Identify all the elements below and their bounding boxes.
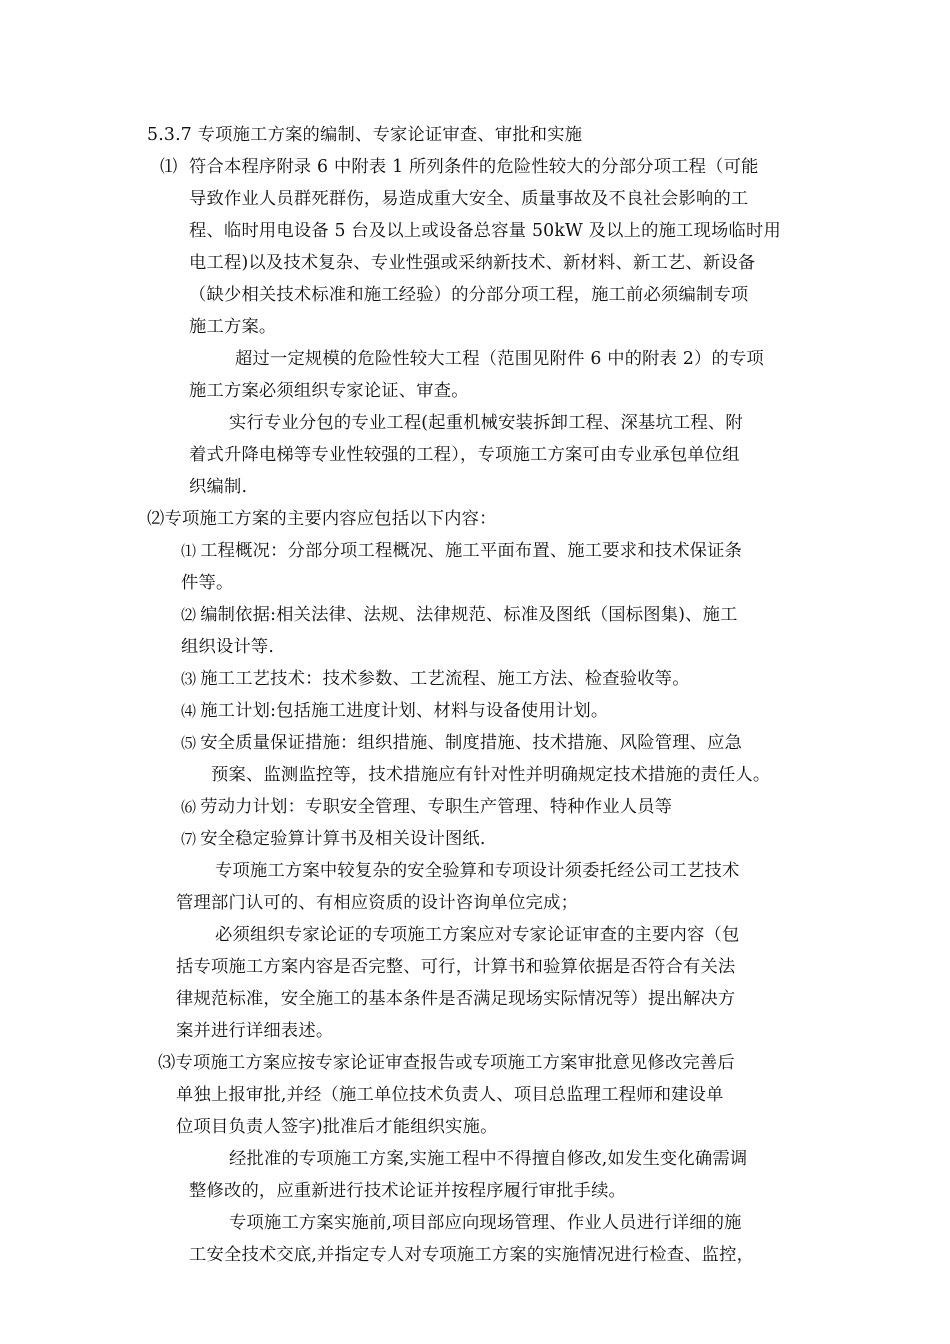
- sec2-paragraph2: 必须组织专家论证的专项施工方案应对专家论证审查的主要内容（包: [215, 925, 740, 945]
- item-number: ⑹: [181, 798, 197, 816]
- sec2-paragraph2: 律规范标准，安全施工的基本条件是否满足现场实际情况等）提出解决方: [176, 989, 736, 1009]
- item-text: 编制依据:相关法律、法规、法律规范、标准及图纸（国标图集)、施工: [200, 605, 738, 625]
- item-number: ⑴: [181, 542, 197, 560]
- sec2-item: [181, 604, 738, 626]
- sec1-paragraph2: 施工方案必须组织专家论证、审查。: [189, 381, 469, 401]
- sec1-paragraph2: 超过一定规模的危险性较大工程（范围见附件 6 中的附表 2）的专项: [235, 349, 764, 369]
- sec2-paragraph1: 管理部门认可的、有相应资质的设计咨询单位完成；: [176, 893, 579, 913]
- sec2-paragraph2: 案并进行详细表述。: [176, 1021, 334, 1041]
- sec1-line: 电工程)以及技术复杂、专业性强或采纳新技术、新材料、新工艺、新设备: [189, 253, 756, 273]
- sec1-paragraph3: 实行专业分包的专业工程(起重机械安装拆卸工程、深基坑工程、附: [229, 413, 743, 433]
- sec2-item-continuation: 预案、监测监控等，技术措施应有针对性并明确规定技术措施的责任人。: [211, 765, 771, 785]
- item-text: 施工计划:包括施工进度计划、材料与设备使用计划。: [200, 701, 609, 721]
- sec1-paragraph3: 着式升降电梯等专业性较强的工程），专项施工方案可由专业承包单位组: [189, 445, 740, 465]
- sec2-title: ⑵专项施工方案的主要内容应包括以下内容：: [147, 509, 497, 529]
- item-number: ⑵: [181, 606, 197, 624]
- sec1-line: 符合本程序附录 6 中附表 1 所列条件的危险性较大的分部分项工程（可能: [189, 157, 759, 177]
- sec2-item: [181, 700, 608, 722]
- section-heading: 5.3.7 专项施工方案的编制、专家论证审查、审批和实施: [147, 125, 583, 145]
- item-text: 安全质量保证措施：组织措施、制度措施、技术措施、风险管理、应急: [200, 733, 743, 753]
- item-text: 施工工艺技术：技术参数、工艺流程、施工方法、检查验收等。: [200, 669, 690, 689]
- item-number: ⑸: [181, 734, 197, 752]
- item-text: 工程概况：分部分项工程概况、施工平面布置、施工要求和技术保证条: [200, 541, 743, 561]
- item-number: ⑶: [181, 670, 197, 688]
- sec1-number: ⑴: [160, 157, 178, 177]
- item-number: ⑺: [181, 830, 197, 848]
- sec2-item: [181, 668, 690, 690]
- sec2-item: [181, 732, 742, 754]
- sec2-item-continuation: 件等。: [181, 573, 234, 593]
- sec1-line: 导致作业人员群死群伤，易造成重大安全、质量事故及不良社会影响的工: [189, 189, 749, 209]
- sec3-paragraph1: 整修改的，应重新进行技术论证并按程序履行审批手续。: [189, 1181, 627, 1201]
- sec3-paragraph1: 经批准的专项施工方案,实施工程中不得擅自修改,如发生变化确需调: [229, 1149, 748, 1169]
- sec3-line: 单独上报审批,并经（施工单位技术负责人、项目总监理工程师和建设单: [176, 1085, 724, 1105]
- item-text: 安全稳定验算计算书及相关设计图纸.: [200, 829, 486, 849]
- sec1-line: （缺少相关技术标准和施工经验）的分部分项工程，施工前必须编制专项: [189, 285, 749, 305]
- item-number: ⑷: [181, 702, 197, 720]
- sec1-paragraph3: 织编制.: [189, 477, 248, 497]
- sec2-item-continuation: 组织设计等.: [181, 637, 275, 657]
- sec3-line: 位项目负责人签字)批准后才能组织实施。: [176, 1117, 498, 1137]
- sec2-paragraph2: 括专项施工方案内容是否完整、可行，计算书和验算依据是否符合有关法: [176, 957, 736, 977]
- sec1-line: 施工方案。: [189, 317, 277, 337]
- item-text: 劳动力计划：专职安全管理、专职生产管理、特种作业人员等: [200, 797, 673, 817]
- sec1-line: 程、临时用电设备 5 台及以上或设备总容量 50kW 及以上的施工现场临时用: [189, 221, 781, 241]
- sec2-item: [181, 828, 486, 850]
- sec2-item: [181, 540, 742, 562]
- sec3-paragraph2: 工安全技术交底,并指定专人对专项施工方案的实施情况进行检查、监控，: [189, 1245, 755, 1265]
- sec3-line: ⑶专项施工方案应按专家论证审查报告或专项施工方案审批意见修改完善后: [158, 1053, 735, 1073]
- sec2-item: [181, 796, 672, 818]
- sec2-paragraph1: 专项施工方案中较复杂的安全验算和专项设计须委托经公司工艺技术: [215, 861, 740, 881]
- sec3-paragraph2: 专项施工方案实施前,项目部应向现场管理、作业人员进行详细的施: [229, 1213, 742, 1233]
